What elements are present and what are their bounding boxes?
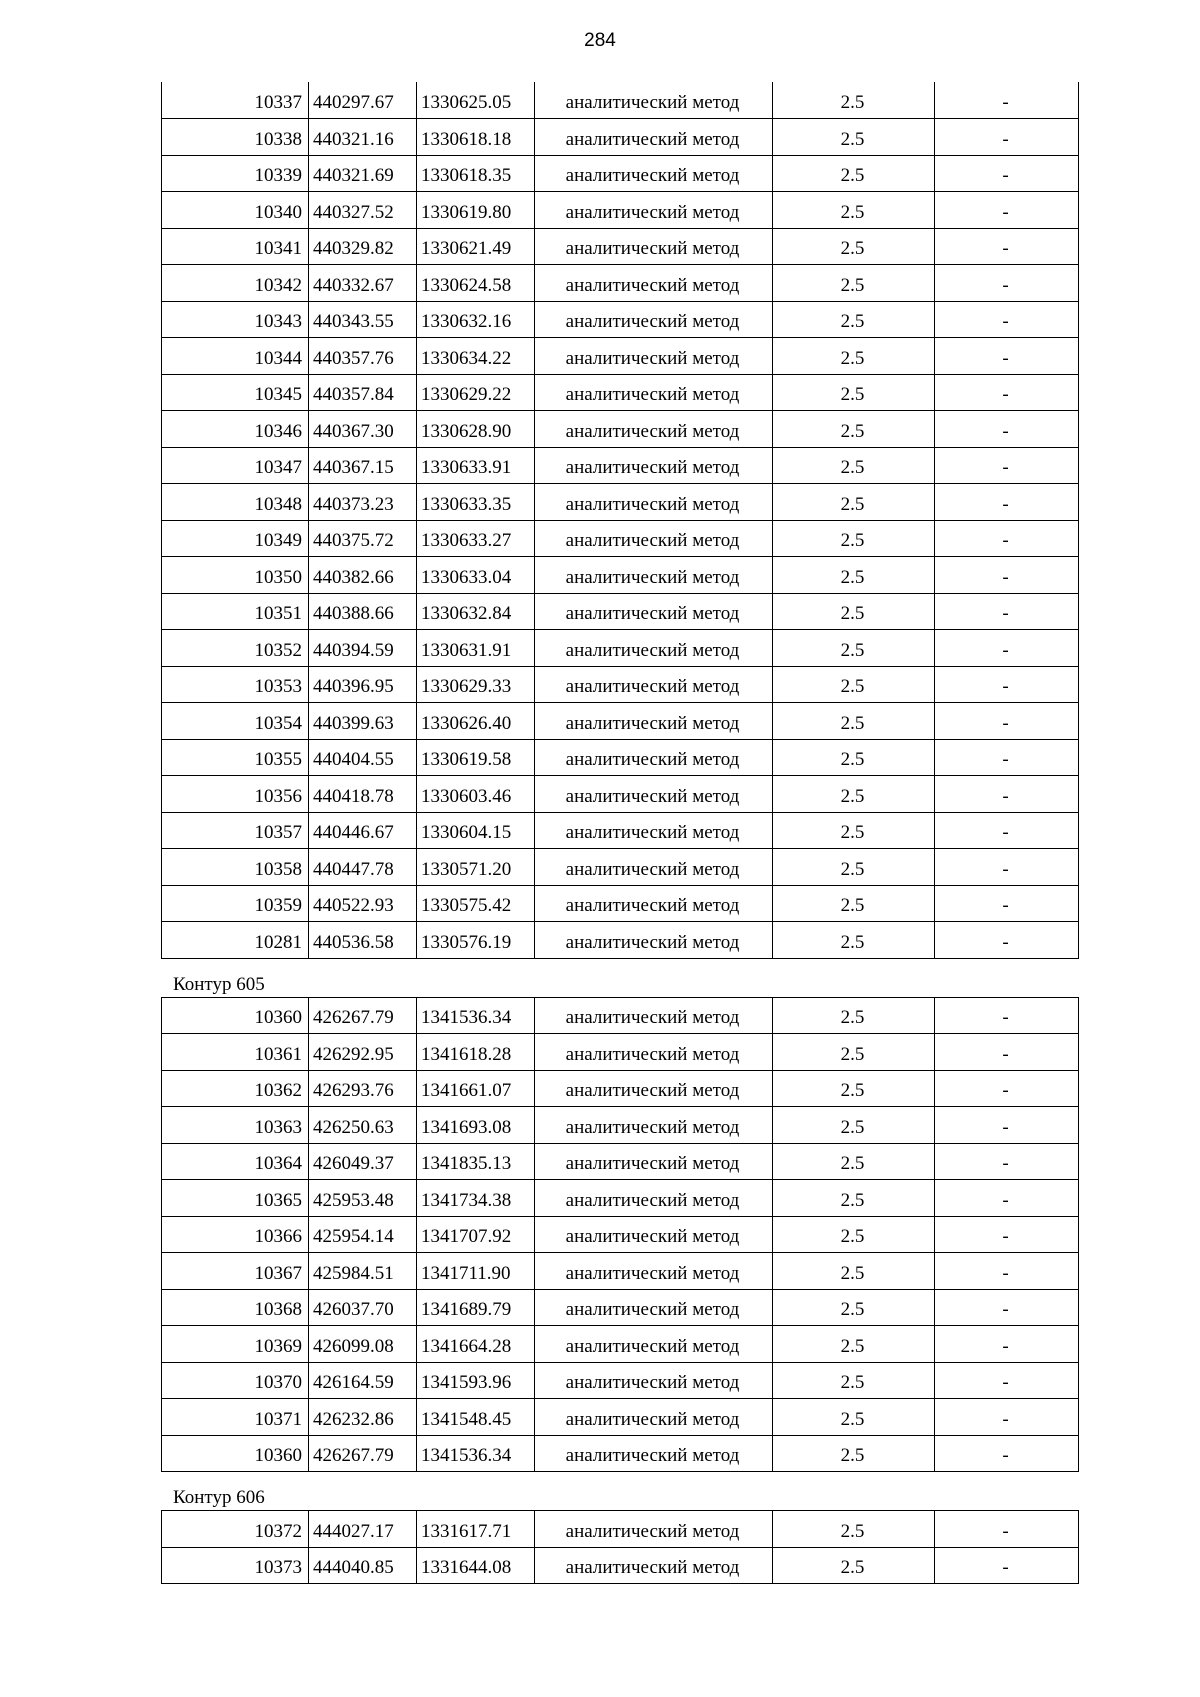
point-number-cell: 10347: [162, 447, 309, 484]
point-number-cell: 10354: [162, 703, 309, 740]
x-coordinate-cell: 425984.51: [309, 1253, 417, 1290]
method-cell: аналитический метод: [535, 997, 773, 1034]
accuracy-cell: 2.5: [773, 447, 935, 484]
point-number-cell: 10353: [162, 666, 309, 703]
y-coordinate-cell: 1330621.49: [417, 228, 535, 265]
y-coordinate-cell: 1330618.35: [417, 155, 535, 192]
note-cell: -: [935, 520, 1079, 557]
x-coordinate-cell: 440321.69: [309, 155, 417, 192]
y-coordinate-cell: 1330633.91: [417, 447, 535, 484]
table-row: [162, 1216, 1079, 1253]
note-cell: -: [935, 265, 1079, 302]
method-cell: аналитический метод: [535, 739, 773, 776]
table-row: [162, 1034, 1079, 1071]
table-row: [162, 1547, 1079, 1584]
method-cell: аналитический метод: [535, 593, 773, 630]
y-coordinate-cell: 1330604.15: [417, 812, 535, 849]
accuracy-cell: 2.5: [773, 484, 935, 521]
point-number-cell: 10359: [162, 885, 309, 922]
accuracy-cell: 2.5: [773, 1547, 935, 1584]
table-row: [162, 593, 1079, 630]
note-cell: -: [935, 1326, 1079, 1363]
y-coordinate-cell: 1330629.22: [417, 374, 535, 411]
table-row: [162, 776, 1079, 813]
point-number-cell: 10349: [162, 520, 309, 557]
contour-title: Контур 606: [173, 1487, 265, 1508]
y-coordinate-cell: 1341664.28: [417, 1326, 535, 1363]
table-row: [162, 338, 1079, 375]
x-coordinate-cell: 440321.16: [309, 119, 417, 156]
point-number-cell: 10352: [162, 630, 309, 667]
note-cell: -: [935, 666, 1079, 703]
accuracy-cell: 2.5: [773, 155, 935, 192]
point-number-cell: 10364: [162, 1143, 309, 1180]
accuracy-cell: 2.5: [773, 1362, 935, 1399]
note-cell: -: [935, 447, 1079, 484]
point-number-cell: 10362: [162, 1070, 309, 1107]
method-cell: аналитический метод: [535, 447, 773, 484]
x-coordinate-cell: 440404.55: [309, 739, 417, 776]
point-number-cell: 10342: [162, 265, 309, 302]
accuracy-cell: 2.5: [773, 119, 935, 156]
x-coordinate-cell: 425953.48: [309, 1180, 417, 1217]
x-coordinate-cell: 440343.55: [309, 301, 417, 338]
note-cell: -: [935, 703, 1079, 740]
note-cell: -: [935, 922, 1079, 959]
method-cell: аналитический метод: [535, 301, 773, 338]
table-row: [162, 447, 1079, 484]
note-cell: -: [935, 228, 1079, 265]
x-coordinate-cell: 440375.72: [309, 520, 417, 557]
y-coordinate-cell: 1341711.90: [417, 1253, 535, 1290]
method-cell: аналитический метод: [535, 520, 773, 557]
x-coordinate-cell: 440388.66: [309, 593, 417, 630]
table-row: [162, 119, 1079, 156]
accuracy-cell: 2.5: [773, 1435, 935, 1472]
method-cell: аналитический метод: [535, 1034, 773, 1071]
x-coordinate-cell: 440418.78: [309, 776, 417, 813]
note-cell: -: [935, 411, 1079, 448]
x-coordinate-cell: 440447.78: [309, 849, 417, 886]
point-number-cell: 10343: [162, 301, 309, 338]
note-cell: -: [935, 1107, 1079, 1144]
x-coordinate-cell: 426267.79: [309, 1435, 417, 1472]
note-cell: -: [935, 1180, 1079, 1217]
point-number-cell: 10367: [162, 1253, 309, 1290]
note-cell: -: [935, 1253, 1079, 1290]
accuracy-cell: 2.5: [773, 265, 935, 302]
method-cell: аналитический метод: [535, 1326, 773, 1363]
page-number: 284: [584, 30, 616, 51]
method-cell: аналитический метод: [535, 1143, 773, 1180]
method-cell: аналитический метод: [535, 557, 773, 594]
method-cell: аналитический метод: [535, 1216, 773, 1253]
table-row: [162, 484, 1079, 521]
x-coordinate-cell: 440357.76: [309, 338, 417, 375]
point-number-cell: 10365: [162, 1180, 309, 1217]
method-cell: аналитический метод: [535, 922, 773, 959]
table-row: [162, 1362, 1079, 1399]
note-cell: -: [935, 119, 1079, 156]
y-coordinate-cell: 1330629.33: [417, 666, 535, 703]
accuracy-cell: 2.5: [773, 593, 935, 630]
accuracy-cell: 2.5: [773, 1399, 935, 1436]
accuracy-cell: 2.5: [773, 1289, 935, 1326]
table-row: [162, 1180, 1079, 1217]
x-coordinate-cell: 440367.15: [309, 447, 417, 484]
x-coordinate-cell: 440297.67: [309, 82, 417, 119]
y-coordinate-cell: 1341707.92: [417, 1216, 535, 1253]
point-number-cell: 10360: [162, 997, 309, 1034]
x-coordinate-cell: 426293.76: [309, 1070, 417, 1107]
x-coordinate-cell: 425954.14: [309, 1216, 417, 1253]
x-coordinate-cell: 426232.86: [309, 1399, 417, 1436]
point-number-cell: 10368: [162, 1289, 309, 1326]
table-row: [162, 703, 1079, 740]
method-cell: аналитический метод: [535, 630, 773, 667]
y-coordinate-cell: 1341536.34: [417, 997, 535, 1034]
accuracy-cell: 2.5: [773, 666, 935, 703]
method-cell: аналитический метод: [535, 776, 773, 813]
point-number-cell: 10340: [162, 192, 309, 229]
note-cell: -: [935, 739, 1079, 776]
method-cell: аналитический метод: [535, 1435, 773, 1472]
method-cell: аналитический метод: [535, 374, 773, 411]
x-coordinate-cell: 440399.63: [309, 703, 417, 740]
note-cell: -: [935, 1216, 1079, 1253]
table-row: [162, 1399, 1079, 1436]
note-cell: -: [935, 1362, 1079, 1399]
accuracy-cell: 2.5: [773, 703, 935, 740]
method-cell: аналитический метод: [535, 119, 773, 156]
point-number-cell: 10370: [162, 1362, 309, 1399]
x-coordinate-cell: 440329.82: [309, 228, 417, 265]
method-cell: аналитический метод: [535, 1362, 773, 1399]
method-cell: аналитический метод: [535, 228, 773, 265]
method-cell: аналитический метод: [535, 1289, 773, 1326]
point-number-cell: 10281: [162, 922, 309, 959]
note-cell: -: [935, 1511, 1079, 1548]
method-cell: аналитический метод: [535, 411, 773, 448]
accuracy-cell: 2.5: [773, 1216, 935, 1253]
x-coordinate-cell: 440367.30: [309, 411, 417, 448]
y-coordinate-cell: 1341593.96: [417, 1362, 535, 1399]
y-coordinate-cell: 1330633.04: [417, 557, 535, 594]
x-coordinate-cell: 426049.37: [309, 1143, 417, 1180]
x-coordinate-cell: 440332.67: [309, 265, 417, 302]
table-row: [162, 301, 1079, 338]
y-coordinate-cell: 1330571.20: [417, 849, 535, 886]
accuracy-cell: 2.5: [773, 301, 935, 338]
y-coordinate-cell: 1330634.22: [417, 338, 535, 375]
table-row: [162, 374, 1079, 411]
table-row: [162, 997, 1079, 1034]
point-number-cell: 10350: [162, 557, 309, 594]
x-coordinate-cell: 444027.17: [309, 1511, 417, 1548]
y-coordinate-cell: 1330626.40: [417, 703, 535, 740]
table-row: [162, 1435, 1079, 1472]
method-cell: аналитический метод: [535, 1399, 773, 1436]
note-cell: -: [935, 557, 1079, 594]
accuracy-cell: 2.5: [773, 630, 935, 667]
note-cell: -: [935, 630, 1079, 667]
y-coordinate-cell: 1341734.38: [417, 1180, 535, 1217]
note-cell: -: [935, 1070, 1079, 1107]
accuracy-cell: 2.5: [773, 374, 935, 411]
y-coordinate-cell: 1341661.07: [417, 1070, 535, 1107]
x-coordinate-cell: 440382.66: [309, 557, 417, 594]
table-row: [162, 265, 1079, 302]
note-cell: -: [935, 1034, 1079, 1071]
accuracy-cell: 2.5: [773, 1143, 935, 1180]
y-coordinate-cell: 1330619.80: [417, 192, 535, 229]
y-coordinate-cell: 1330633.27: [417, 520, 535, 557]
note-cell: -: [935, 484, 1079, 521]
y-coordinate-cell: 1330576.19: [417, 922, 535, 959]
table-row: [162, 739, 1079, 776]
method-cell: аналитический метод: [535, 1070, 773, 1107]
y-coordinate-cell: 1330632.84: [417, 593, 535, 630]
note-cell: -: [935, 82, 1079, 119]
method-cell: аналитический метод: [535, 885, 773, 922]
point-number-cell: 10361: [162, 1034, 309, 1071]
accuracy-cell: 2.5: [773, 1253, 935, 1290]
x-coordinate-cell: 440396.95: [309, 666, 417, 703]
accuracy-cell: 2.5: [773, 338, 935, 375]
y-coordinate-cell: 1341835.13: [417, 1143, 535, 1180]
accuracy-cell: 2.5: [773, 1511, 935, 1548]
method-cell: аналитический метод: [535, 666, 773, 703]
x-coordinate-cell: 440327.52: [309, 192, 417, 229]
y-coordinate-cell: 1330628.90: [417, 411, 535, 448]
note-cell: -: [935, 997, 1079, 1034]
x-coordinate-cell: 440373.23: [309, 484, 417, 521]
table-row: [162, 812, 1079, 849]
accuracy-cell: 2.5: [773, 885, 935, 922]
table-row: [162, 228, 1079, 265]
accuracy-cell: 2.5: [773, 411, 935, 448]
y-coordinate-cell: 1330619.58: [417, 739, 535, 776]
note-cell: -: [935, 812, 1079, 849]
method-cell: аналитический метод: [535, 155, 773, 192]
x-coordinate-cell: 440357.84: [309, 374, 417, 411]
coordinates-document: [161, 82, 1078, 1584]
contour-title: Контур 605: [173, 973, 265, 995]
point-number-cell: 10356: [162, 776, 309, 813]
x-coordinate-cell: 440446.67: [309, 812, 417, 849]
y-coordinate-cell: 1341693.08: [417, 1107, 535, 1144]
point-number-cell: 10345: [162, 374, 309, 411]
note-cell: -: [935, 192, 1079, 229]
point-number-cell: 10373: [162, 1547, 309, 1584]
method-cell: аналитический метод: [535, 82, 773, 119]
accuracy-cell: 2.5: [773, 922, 935, 959]
table-row: [162, 155, 1079, 192]
point-number-cell: 10363: [162, 1107, 309, 1144]
y-coordinate-cell: 1330632.16: [417, 301, 535, 338]
point-number-cell: 10360: [162, 1435, 309, 1472]
y-coordinate-cell: 1330575.42: [417, 885, 535, 922]
method-cell: аналитический метод: [535, 1180, 773, 1217]
coordinates-table: [161, 82, 1079, 959]
y-coordinate-cell: 1331617.71: [417, 1511, 535, 1548]
y-coordinate-cell: 1330631.91: [417, 630, 535, 667]
table-row: [162, 1253, 1079, 1290]
point-number-cell: 10372: [162, 1511, 309, 1548]
accuracy-cell: 2.5: [773, 1034, 935, 1071]
coordinates-table: [161, 997, 1079, 1473]
table-row: [162, 1070, 1079, 1107]
method-cell: аналитический метод: [535, 192, 773, 229]
note-cell: -: [935, 1289, 1079, 1326]
y-coordinate-cell: 1330625.05: [417, 82, 535, 119]
accuracy-cell: 2.5: [773, 192, 935, 229]
point-number-cell: 10357: [162, 812, 309, 849]
table-row: [162, 1511, 1079, 1548]
accuracy-cell: 2.5: [773, 776, 935, 813]
accuracy-cell: 2.5: [773, 1107, 935, 1144]
note-cell: -: [935, 593, 1079, 630]
x-coordinate-cell: 440536.58: [309, 922, 417, 959]
y-coordinate-cell: 1331644.08: [417, 1547, 535, 1584]
point-number-cell: 10344: [162, 338, 309, 375]
x-coordinate-cell: 440522.93: [309, 885, 417, 922]
method-cell: аналитический метод: [535, 849, 773, 886]
table-row: [162, 520, 1079, 557]
y-coordinate-cell: 1330603.46: [417, 776, 535, 813]
table-row: [162, 1143, 1079, 1180]
y-coordinate-cell: 1341689.79: [417, 1289, 535, 1326]
method-cell: аналитический метод: [535, 338, 773, 375]
accuracy-cell: 2.5: [773, 1180, 935, 1217]
x-coordinate-cell: 426250.63: [309, 1107, 417, 1144]
point-number-cell: 10358: [162, 849, 309, 886]
note-cell: -: [935, 338, 1079, 375]
point-number-cell: 10338: [162, 119, 309, 156]
note-cell: -: [935, 301, 1079, 338]
accuracy-cell: 2.5: [773, 228, 935, 265]
table-row: [162, 411, 1079, 448]
accuracy-cell: 2.5: [773, 849, 935, 886]
point-number-cell: 10346: [162, 411, 309, 448]
point-number-cell: 10351: [162, 593, 309, 630]
note-cell: -: [935, 1399, 1079, 1436]
point-number-cell: 10341: [162, 228, 309, 265]
accuracy-cell: 2.5: [773, 520, 935, 557]
table-row: [162, 192, 1079, 229]
y-coordinate-cell: 1330624.58: [417, 265, 535, 302]
accuracy-cell: 2.5: [773, 1070, 935, 1107]
table-row: [162, 666, 1079, 703]
x-coordinate-cell: 426267.79: [309, 997, 417, 1034]
point-number-cell: 10366: [162, 1216, 309, 1253]
y-coordinate-cell: 1341618.28: [417, 1034, 535, 1071]
note-cell: -: [935, 885, 1079, 922]
table-row: [162, 1289, 1079, 1326]
point-number-cell: 10369: [162, 1326, 309, 1363]
point-number-cell: 10337: [162, 82, 309, 119]
table-row: [162, 1326, 1079, 1363]
point-number-cell: 10371: [162, 1399, 309, 1436]
accuracy-cell: 2.5: [773, 812, 935, 849]
y-coordinate-cell: 1341548.45: [417, 1399, 535, 1436]
table-row: [162, 82, 1079, 119]
method-cell: аналитический метод: [535, 484, 773, 521]
table-row: [162, 630, 1079, 667]
accuracy-cell: 2.5: [773, 997, 935, 1034]
y-coordinate-cell: 1341536.34: [417, 1435, 535, 1472]
accuracy-cell: 2.5: [773, 1326, 935, 1363]
note-cell: -: [935, 374, 1079, 411]
x-coordinate-cell: 426292.95: [309, 1034, 417, 1071]
x-coordinate-cell: 426164.59: [309, 1362, 417, 1399]
table-row: [162, 557, 1079, 594]
table-row: [162, 885, 1079, 922]
x-coordinate-cell: 444040.85: [309, 1547, 417, 1584]
point-number-cell: 10355: [162, 739, 309, 776]
table-row: [162, 922, 1079, 959]
method-cell: аналитический метод: [535, 265, 773, 302]
note-cell: -: [935, 849, 1079, 886]
accuracy-cell: 2.5: [773, 82, 935, 119]
note-cell: -: [935, 1547, 1079, 1584]
x-coordinate-cell: 426099.08: [309, 1326, 417, 1363]
note-cell: -: [935, 776, 1079, 813]
x-coordinate-cell: 440394.59: [309, 630, 417, 667]
accuracy-cell: 2.5: [773, 739, 935, 776]
coordinates-table: [161, 1510, 1079, 1584]
y-coordinate-cell: 1330618.18: [417, 119, 535, 156]
method-cell: аналитический метод: [535, 1511, 773, 1548]
point-number-cell: 10339: [162, 155, 309, 192]
note-cell: -: [935, 155, 1079, 192]
note-cell: -: [935, 1435, 1079, 1472]
method-cell: аналитический метод: [535, 812, 773, 849]
y-coordinate-cell: 1330633.35: [417, 484, 535, 521]
table-row: [162, 1107, 1079, 1144]
method-cell: аналитический метод: [535, 703, 773, 740]
method-cell: аналитический метод: [535, 1547, 773, 1584]
method-cell: аналитический метод: [535, 1107, 773, 1144]
accuracy-cell: 2.5: [773, 557, 935, 594]
table-row: [162, 849, 1079, 886]
method-cell: аналитический метод: [535, 1253, 773, 1290]
note-cell: -: [935, 1143, 1079, 1180]
point-number-cell: 10348: [162, 484, 309, 521]
x-coordinate-cell: 426037.70: [309, 1289, 417, 1326]
